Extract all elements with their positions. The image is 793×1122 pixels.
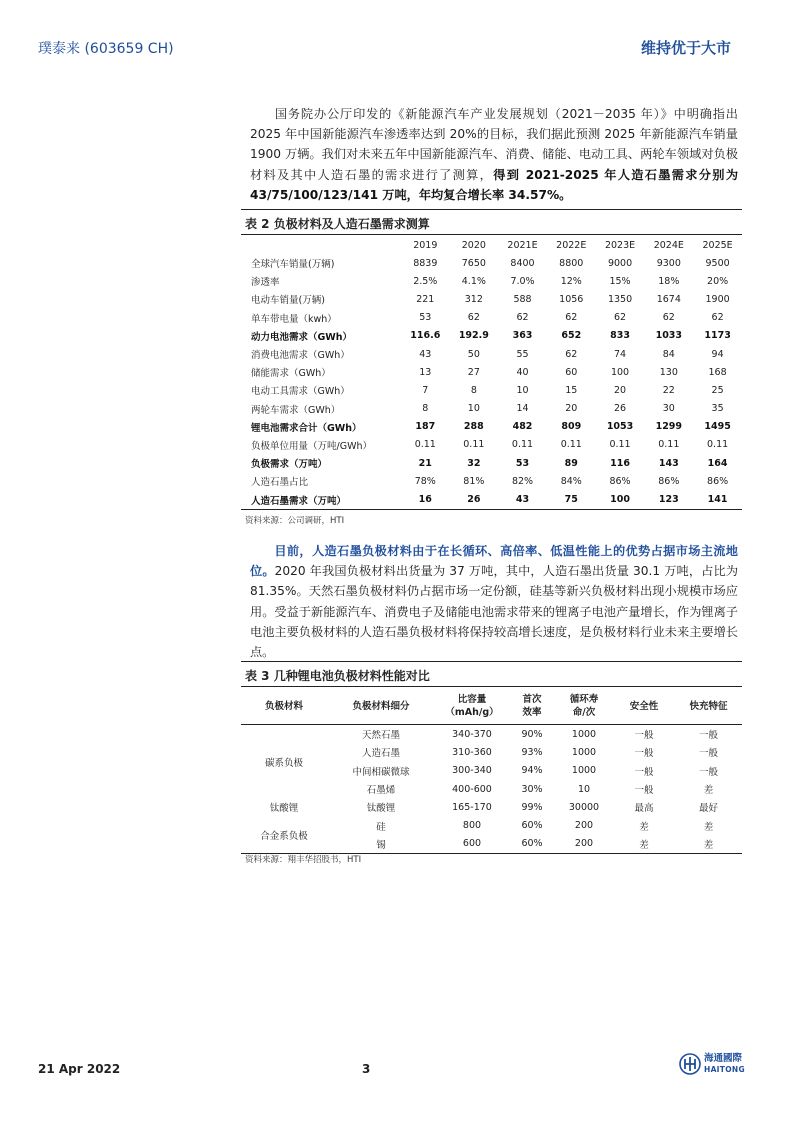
table-cell: 22	[662, 384, 675, 396]
table-cell: 差	[639, 821, 649, 833]
table-row	[241, 490, 742, 509]
table-cell: 62	[467, 312, 480, 324]
year-header: 2023E	[604, 240, 636, 251]
header-material: 负极材料	[241, 688, 327, 725]
table-row	[241, 418, 742, 436]
table-cell: 84	[662, 348, 675, 360]
header-subtype: 负极材料细分	[327, 688, 435, 725]
table-cell: 62	[565, 312, 578, 324]
table-cell: 86%	[707, 475, 729, 487]
table-cell: 0.11	[463, 439, 485, 451]
table-cell: 一般	[698, 748, 718, 760]
header-efficiency	[509, 688, 555, 725]
table3-title: 表 3 几种锂电池负极材料性能对比	[241, 661, 742, 687]
table-cell: 62	[516, 312, 529, 324]
table-cell: 400-600	[452, 783, 492, 795]
table-row	[241, 400, 742, 418]
table-cell: 86%	[609, 475, 631, 487]
header-efficiency-line1: 首次	[522, 694, 542, 705]
table-cell: 10	[467, 403, 480, 415]
table-cell: 2.5%	[413, 275, 438, 287]
paragraph-text: 国务院办公厅印发的《新能源汽车产业发展规划（2021－2035 年）》中明确指出 2025 年中国新能源汽车渗透率达到 20%的目标，我们据此预测 2025 年新能源汽车销量 1900 万辆。我们对未来五年中国新能源汽车、消费、储能、电动工具、两轮车领域对负极材料及其中人造石墨的需求进行了测算，	[250, 107, 738, 182]
footer-date: 21 Apr 2022	[38, 1062, 121, 1076]
table-cell: 100	[610, 366, 630, 378]
table-cell: 62	[613, 312, 627, 324]
table-cell: 89	[564, 457, 578, 469]
table-cell: 1495	[704, 421, 731, 433]
row-label: 电动车销量(万辆)	[251, 295, 325, 307]
table-cell: 94%	[521, 765, 543, 777]
table-cell: 差	[703, 821, 714, 833]
table-cell: 13	[419, 366, 432, 378]
table3-anode-comparison	[241, 688, 742, 854]
table-cell: 187	[415, 421, 436, 433]
table-cell: 10	[577, 783, 591, 795]
table-cell: 35	[711, 403, 724, 415]
paragraph-highlight-text: 目前，人造石墨负极材料由于在长循环、高倍率、低温性能上的优势占据市场主流地位。	[250, 544, 738, 579]
paragraph-text: 2020 年我国负极材料出货量为 37 万吨，其中，人造石墨出货量 30.1 万吨，占比为 81.35%。天然石墨负极材料仍占据市场一定份额，硅基等新兴负极材料出现小规模市场应用。受益于新能源汽车、消费电子及储能电池需求带来的锂离子电池产量增长，作为锂离子电池主要负极材料的人造石墨负极材料将保持较高增长速度，是负极材料行业未来主要增长点。	[250, 564, 739, 660]
table-cell: 1056	[559, 293, 584, 305]
table-header-row	[241, 237, 742, 254]
table-cell: 60%	[509, 835, 555, 854]
table-cell: 32	[467, 457, 481, 469]
header-safety: 安全性	[613, 688, 675, 725]
table-cell: 25	[711, 384, 724, 396]
table-header-row	[241, 688, 742, 725]
table-cell: 1000	[571, 728, 597, 740]
row-label: 负极需求（万吨）	[251, 459, 328, 471]
table-cell: 7.0%	[510, 275, 535, 287]
table-cell: 10	[516, 384, 529, 396]
table-cell: 55	[516, 348, 529, 360]
haitong-logo	[679, 1053, 745, 1075]
table-cell: 人造石墨	[361, 748, 400, 760]
table-cell: 7650	[461, 257, 486, 269]
table-cell: 30000	[568, 801, 600, 813]
table-cell: 差	[613, 835, 675, 854]
table-cell: 81%	[463, 475, 485, 487]
header-cycle-line2: 命/次	[572, 707, 596, 718]
table-cell: 0.11	[609, 439, 631, 451]
table-cell: 1053	[606, 421, 634, 433]
table-row	[241, 725, 742, 744]
table-cell: 164	[707, 457, 728, 469]
table-cell: 53	[515, 457, 530, 469]
table-cell: 1674	[656, 293, 681, 305]
table-cell: 差	[675, 835, 742, 854]
table-row	[241, 816, 742, 834]
header-cycle-line1: 循环寿	[569, 694, 599, 705]
table-cell: 1000	[571, 765, 597, 777]
row-label: 单车带电量（kwh）	[251, 313, 337, 325]
table-cell: 30%	[521, 783, 543, 795]
paragraph-market-share	[250, 541, 738, 662]
table-row	[241, 381, 742, 399]
row-label: 锂电池需求合计（GWh）	[251, 422, 362, 434]
table-cell: 16	[401, 490, 450, 509]
table-cell: 26	[450, 490, 499, 509]
table-cell: 74	[613, 348, 627, 360]
table-cell: 833	[610, 330, 630, 342]
table-cell: 锡	[327, 835, 435, 854]
table-cell: 62	[565, 348, 578, 360]
table-cell: 652	[561, 330, 582, 342]
table-cell: 60	[565, 366, 578, 378]
logo-en-text: HAITONG	[704, 1065, 745, 1074]
header-capacity-line1: 比容量	[457, 694, 487, 705]
table-cell: 116.6	[410, 330, 441, 342]
company-ticker: 璞泰来 (603659 CH)	[38, 41, 174, 57]
table-cell: 200	[574, 820, 594, 832]
table-row	[241, 436, 742, 454]
table2-anode-demand	[241, 237, 742, 510]
table-cell: 9300	[656, 257, 681, 269]
group-label: 碳系负极	[264, 757, 303, 769]
table-cell: 8	[470, 384, 477, 396]
table-cell: 588	[513, 293, 532, 305]
table-cell: 143	[658, 457, 679, 469]
row-label: 动力电池需求（GWh）	[251, 331, 353, 343]
table-cell: 200	[555, 835, 613, 854]
table-cell: 78%	[414, 475, 436, 487]
header-capacity	[435, 688, 509, 725]
table-cell: 一般	[634, 730, 654, 742]
row-label: 消费电池需求（GWh）	[251, 350, 350, 362]
row-label: 渗透率	[251, 277, 280, 289]
table-cell: 809	[561, 421, 582, 433]
table-cell: 50	[467, 348, 480, 360]
table-cell: 600	[435, 835, 509, 854]
table-row	[241, 290, 742, 308]
header-cycle-life	[555, 688, 613, 725]
table-cell: 116	[610, 457, 630, 469]
table-row	[241, 472, 742, 490]
header-fast-charge: 快充特征	[675, 688, 742, 725]
table-cell: 482	[512, 421, 533, 433]
group-label: 钛酸锂	[269, 803, 299, 815]
table-cell: 15%	[609, 275, 631, 287]
table-cell: 1299	[655, 421, 683, 433]
table-row	[241, 798, 742, 816]
table-cell: 18%	[658, 275, 680, 287]
table-cell: 硅	[376, 821, 386, 833]
table-cell: 123	[644, 490, 693, 509]
table-cell: 差	[703, 785, 714, 797]
year-header: 2020	[461, 240, 486, 251]
table-row	[241, 254, 742, 272]
table-cell: 20	[565, 403, 578, 415]
table-cell: 21	[418, 457, 432, 469]
table-cell: 27	[467, 366, 480, 378]
table-cell: 192.9	[458, 330, 489, 342]
table-cell: 43	[498, 490, 547, 509]
table-cell: 312	[464, 293, 483, 305]
row-label: 电动工具需求（GWh）	[251, 386, 350, 398]
header-blank	[241, 237, 401, 254]
table-row	[241, 454, 742, 472]
table-cell: 0.11	[560, 439, 582, 451]
table-cell: 最高	[634, 803, 654, 815]
table-cell: 93%	[521, 746, 543, 758]
table-cell: 石墨烯	[366, 785, 396, 797]
row-label: 人造石墨需求（万吨）	[241, 490, 401, 509]
header-capacity-line2: （mAh/g）	[445, 707, 499, 718]
table-cell: 20%	[707, 275, 729, 287]
row-label: 负极单位用量（万吨/GWh）	[251, 440, 372, 452]
table-cell: 165-170	[452, 801, 492, 813]
table2-title: 表 2 负极材料及人造石墨需求测算	[241, 209, 742, 235]
table-row	[241, 363, 742, 381]
table-cell: 40	[516, 366, 529, 378]
haitong-logo-icon	[679, 1053, 701, 1075]
year-header: 2019	[413, 240, 438, 251]
table-cell: 168	[708, 366, 727, 378]
paragraph-bold-text: 得到 2021-2025 年人造石墨需求分别为 43/75/100/123/141 万吨，年均复合增长率 34.57%。	[250, 167, 739, 202]
table-cell: 20	[613, 384, 627, 396]
table-cell: 0.11	[707, 439, 729, 451]
table-cell: 26	[613, 403, 627, 415]
table-cell: 8400	[510, 257, 535, 269]
row-label: 全球汽车销量(万辆)	[251, 259, 335, 271]
table-cell: 30	[662, 403, 675, 415]
year-header: 2025E	[702, 240, 733, 251]
page-number: 3	[362, 1062, 371, 1076]
table-cell: 9000	[607, 257, 633, 269]
table-cell: 1173	[704, 330, 731, 342]
table-cell: 15	[565, 384, 578, 396]
table-cell: 0.11	[658, 439, 680, 451]
table-row	[241, 272, 742, 290]
table-cell: 7	[422, 384, 429, 396]
year-header: 2021E	[507, 240, 538, 251]
table-cell: 最好	[698, 803, 718, 815]
table-cell: 75	[547, 490, 596, 509]
table-cell: 99%	[521, 801, 543, 813]
table-cell: 84%	[560, 475, 582, 487]
table-cell: 9500	[705, 257, 730, 269]
year-header: 2022E	[556, 240, 587, 251]
table-cell: 800	[462, 820, 482, 832]
table-cell: 43	[419, 348, 432, 360]
table-cell: 0.11	[414, 439, 436, 451]
table-cell: 中间相碳微球	[352, 766, 410, 778]
table-cell: 310-360	[452, 746, 492, 758]
logo-cn-text: 海通國際	[704, 1053, 743, 1064]
table-cell: 一般	[634, 785, 654, 797]
table-cell: 62	[711, 312, 724, 324]
table-cell: 1000	[571, 746, 597, 758]
year-header: 2024E	[653, 240, 684, 251]
table-cell: 钛酸锂	[366, 803, 396, 815]
table-cell: 141	[693, 490, 742, 509]
table-row	[241, 345, 742, 363]
table-cell: 62	[662, 312, 675, 324]
header-efficiency-line2: 效率	[522, 707, 542, 718]
group-label: 合金系负极	[241, 816, 327, 853]
table-cell: 130	[659, 366, 678, 378]
table-cell: 8	[422, 403, 429, 415]
table-cell: 340-370	[452, 728, 492, 740]
table-cell: 8800	[559, 257, 584, 269]
row-label: 储能需求（GWh）	[251, 368, 331, 380]
rating-label: 维持优于大市	[640, 39, 731, 57]
table-cell: 82%	[511, 475, 534, 487]
table-cell: 90%	[521, 728, 543, 740]
table2-source: 资料来源：公司调研，HTI	[245, 516, 345, 526]
table-cell: 288	[463, 421, 484, 433]
table-cell: 94	[711, 348, 724, 360]
table-cell: 14	[516, 403, 529, 415]
row-label: 两轮车需求（GWh）	[251, 404, 341, 416]
table-cell: 4.1%	[461, 275, 486, 287]
table-cell: 8839	[413, 257, 438, 269]
table-cell: 221	[416, 293, 435, 305]
table-cell: 一般	[634, 766, 654, 778]
table-row	[241, 309, 742, 327]
table-cell: 100	[596, 490, 645, 509]
table-cell: 53	[419, 312, 432, 324]
table-cell: 1350	[607, 293, 633, 305]
row-label: 人造石墨占比	[251, 477, 309, 489]
table-cell: 一般	[634, 748, 654, 760]
table-cell: 363	[512, 330, 533, 342]
table-cell: 1900	[705, 293, 730, 305]
table3-source: 资料来源：翔丰华招股书，HTI	[245, 855, 362, 865]
table-row	[241, 327, 742, 345]
table-cell: 60%	[521, 820, 543, 832]
table-cell: 一般	[698, 766, 718, 778]
table-cell: 86%	[658, 475, 680, 487]
table-cell: 12%	[560, 275, 582, 287]
table-cell: 1033	[655, 330, 683, 342]
table-cell: 0.11	[511, 439, 534, 451]
table-cell: 天然石墨	[361, 730, 400, 742]
paragraph-demand-forecast	[250, 104, 738, 205]
table-cell: 一般	[698, 730, 718, 742]
table-cell: 300-340	[452, 765, 492, 777]
